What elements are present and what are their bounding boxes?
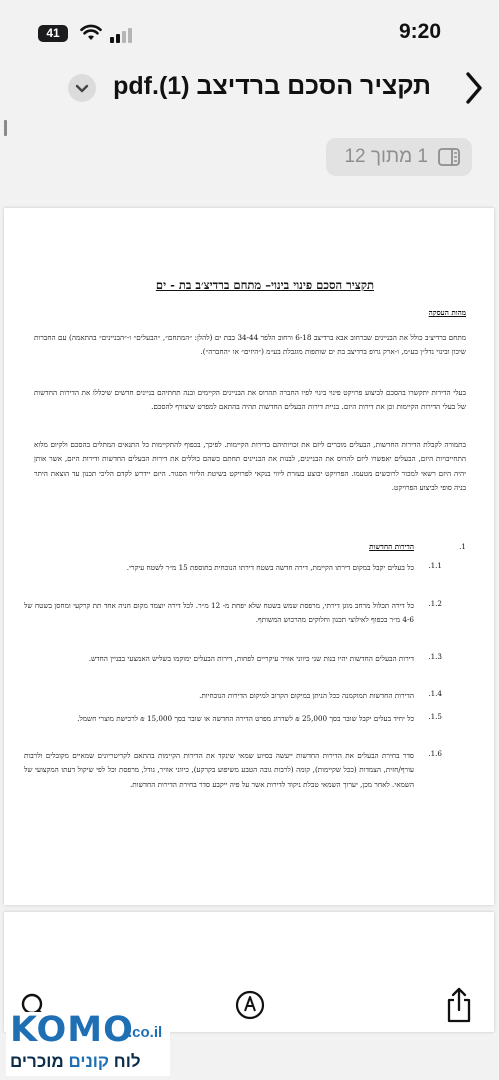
markup-pen-icon[interactable] xyxy=(235,990,265,1020)
document-title[interactable]: תקציר הסכם ברדיצב (1).pdf xyxy=(113,72,431,100)
status-bar xyxy=(0,0,499,62)
list-item: כל יחיד בעלים יקבל שובר בסך 25,000 ₪ לשדרוג מפרט הדירה החדשה או שובר בסך 15,000 ₪ לרכישת מוצרי חשמל. xyxy=(77,714,414,723)
item-number: 1.6. xyxy=(428,749,442,758)
paragraph-1: מתחם ברדיצ׳ב כולל את הבניינים שברחוב אבא ברדיצב 6-18 ורחוב הלפר 34-44 בבת ים (להלן: ״המתחם״, ״הבעלים״ ו-״הבניינים״ בהתאמה) עם החברות שיכון ובינוי נדל״ן בע״מ, ו-ארק גרופ ברדיצב בת ים שותפות מוגבלת בע״מ (״היזים״ או ״החברה״). xyxy=(34,333,467,357)
paragraph-3: בתמורה לקבלת הדירות החדשות, הבעלים מוכרים ליזם את זכויותיהם בדירות הקיימות. לפיכך, בכפוף להתקיימות כל התנאים המתלים בהסכם ולקיום מלוא התחייבויות היזם, הבעלים יאפשרו ליזם להרוס את הבניינים, לבנות את הבניינים תחתם כשהם כוללים את דירות הבעלים החדשות ודירות היזם, אשר אותן יהיה היזם רשאי למכור לרוכשים מטעמו. הפרויקט יבוצע בעזרת ליווי בנקאי לפרויקט בשיטת הליווי הסגור. היזם יידרש לקדם הליכי תכנון עד הוצאת היתר בניה סופי לביצוע הפרויקט. xyxy=(34,440,466,493)
back-chevron-icon[interactable] xyxy=(463,70,485,106)
document-heading: תקציר הסכם פינוי בינוי– מתחם ברדיצ׳ב בת - ים xyxy=(155,278,374,292)
page-indicator[interactable] xyxy=(326,138,472,176)
document-header xyxy=(0,62,499,122)
item-number: 1.3. xyxy=(428,652,442,661)
list-item: סדר בחירת הבעלים את הדירות החדשות ייעשה בסיוע שמאי שינקד את הדירות הקיימות בהתאם לקריטריונים שמאיים מקובלים ולרבות עורף/חזית, הצמדות (ככל שקיימות), קומה (לרבות גובה הטבע משיפוע בקרקע), כיווני אוויר, גודל, מרפסת וכל לפי שיקול דעתו המקצועי של השמאי. לאחר מכן, יערוך השמאי טבלת ניקוד לדירות אשר על פיה ייקבע סדר בחירת הדירות החדשות. xyxy=(24,751,414,789)
section-number: 1. xyxy=(459,542,466,551)
logo-domain: .co.il xyxy=(128,1024,163,1041)
section-heading-new-apartments: הדירות החדשות xyxy=(369,542,414,551)
list-item: כל דירה תכלול מרחב מוגן דירתי, מרפסת שמש בשטח שלא יפחת מ- 12 מ״ר. לכל דירה יוצמד מקום חניה אחד תת קרקעי ומחסן בשטח של 4-6 מ״ר בכפוף לאילוצי תכנון וחלוקים מהרכוש המשותף. xyxy=(24,601,414,625)
logo-wordmark: KOMO xyxy=(10,1010,134,1050)
list-item: כל בעלים יקבל במקום דירתו הקיימת, דירה חדשה בשטח דירתו הנוכחית בתוספת 15 מ״ר לשטח עיקרי. xyxy=(126,563,414,572)
item-number: 1.5. xyxy=(428,712,442,721)
paragraph-2: בעלי הדירות יתקשרו בהסכם לביצוע פרויקט פינוי בינוי לפיו החברה תהרוס את הבניינים הקיימים ובנה תחתיהם בניינים חדשים שיכללו את הדירות החדשות של בעלי הדירות הקיימות וכן את דירות היזם. בניית דירות הבעלים החדשות תהיה בהתאם למפרט שיצורף להסכם. xyxy=(34,388,466,412)
item-number: 1.4. xyxy=(428,689,442,698)
komo-logo xyxy=(6,1012,170,1076)
logo-tagline: לוח קונים מוכרים xyxy=(10,1052,141,1071)
wifi-icon xyxy=(80,24,102,42)
item-number: 1.1. xyxy=(428,561,442,570)
chevron-down-icon xyxy=(68,74,96,102)
list-item: דירות הבעלים החדשות יהיו בנות שני כיווני אוויר עיקריים לפחות, דירות הבעלים ימוקמו בשליש האמצעי בבניין החדש. xyxy=(88,654,414,663)
share-icon[interactable] xyxy=(444,986,474,1024)
list-item: הדירות החדשות תמוקמנה ככל הניתן במיקום הקרוב למיקום הדירות הנוכחיות. xyxy=(199,691,414,700)
document-page-1 xyxy=(4,208,494,905)
cellular-signal-icon xyxy=(110,27,134,43)
sidebar-icon xyxy=(438,148,460,166)
section-heading-essence: מהות העסקה xyxy=(428,308,466,317)
clock: 9:20 xyxy=(398,20,441,43)
page-indicator-label: 1 מתוך 12 xyxy=(344,146,428,167)
text-cursor xyxy=(4,120,7,136)
battery-indicator: 41 xyxy=(38,25,68,42)
item-number: 1.2. xyxy=(428,599,442,608)
title-menu-button[interactable] xyxy=(68,74,96,102)
